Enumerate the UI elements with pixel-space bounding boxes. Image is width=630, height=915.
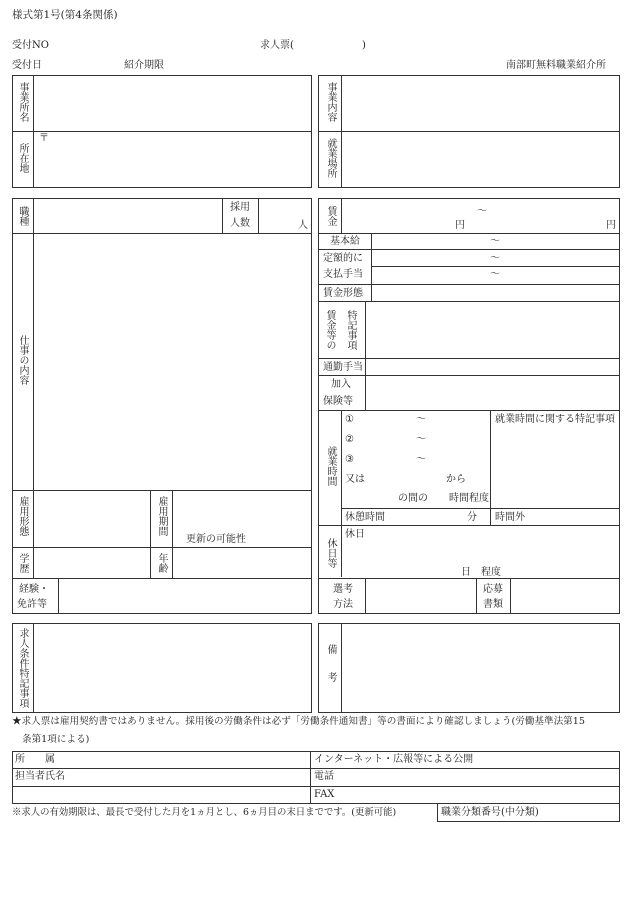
renewal-label: 更新の可能性 bbox=[186, 534, 246, 545]
selection-label-b: 方法 bbox=[333, 599, 353, 610]
class-number-label: 職業分類番号(中分類) bbox=[441, 807, 539, 818]
fixed-allowance-wave-2: 〜 bbox=[490, 269, 500, 280]
from-label: から bbox=[446, 474, 466, 485]
fax-label: FAX bbox=[314, 789, 335, 800]
job-ticket-close: ) bbox=[362, 40, 366, 51]
address-label: 所在地 bbox=[17, 143, 28, 173]
notice-line-2: 条第1項による) bbox=[22, 734, 90, 745]
holiday-label: 休日 bbox=[345, 529, 365, 540]
wage-yen-min: 円 bbox=[455, 220, 465, 231]
experience-label-b: 免許等 bbox=[17, 599, 47, 610]
wage-special-notes-label: 特記事項 bbox=[345, 310, 356, 350]
phone-label: 電話 bbox=[314, 771, 334, 782]
shift-2-wave: 〜 bbox=[416, 434, 426, 445]
shift-3: ③ bbox=[345, 454, 354, 465]
hours-about-label: 時間程度 bbox=[449, 493, 489, 504]
job-details-box bbox=[12, 198, 312, 614]
intro-period-label: 紹介期限 bbox=[124, 60, 164, 71]
wage-etc-label: 賃金等の bbox=[324, 310, 335, 350]
hours-notes-label: 就業時間に関する特記事項 bbox=[495, 414, 615, 425]
job-ticket-label: 求人票( bbox=[260, 40, 294, 51]
wage-wave: 〜 bbox=[477, 206, 487, 217]
wage-form-label: 賃金形態 bbox=[323, 288, 363, 299]
receipt-no-label: 受付NO bbox=[12, 40, 49, 51]
job-content-label: 仕事の内容 bbox=[17, 335, 28, 385]
notice-line-1: ★求人票は雇用契約書ではありません。採用後の労働条件は必ず「労働条件通知書」等の書面により確認しましょう(労働基準法第15 bbox=[12, 716, 585, 727]
shift-1: ① bbox=[345, 414, 354, 425]
experience-label-a: 経験・ bbox=[19, 584, 49, 595]
days-about-label: 日 程度 bbox=[461, 567, 501, 578]
base-pay-wave: 〜 bbox=[490, 236, 500, 247]
staff-name-label: 担当者氏名 bbox=[15, 771, 65, 782]
affiliation-label: 所 属 bbox=[15, 754, 55, 765]
employment-period-label: 雇用期間 bbox=[156, 496, 167, 536]
insurance-label-b: 保険等 bbox=[323, 396, 353, 407]
work-hours-label: 就業時間 bbox=[325, 446, 336, 486]
holidays-label: 休日等 bbox=[325, 538, 336, 568]
apply-docs-label-a: 応募 bbox=[483, 584, 503, 595]
internet-publish-label: インターネット・広報等による公開 bbox=[314, 754, 474, 765]
shift-2: ② bbox=[345, 434, 354, 445]
persons-unit: 人 bbox=[298, 220, 308, 231]
apply-docs-label-b: 書類 bbox=[483, 599, 503, 610]
conditions-box bbox=[318, 198, 620, 614]
form-number: 様式第1号(第4条関係) bbox=[12, 9, 118, 21]
conditions-notes-label: 求人条件特記事項 bbox=[17, 628, 28, 708]
shift-1-wave: 〜 bbox=[416, 414, 426, 425]
workplace-label: 就業場所 bbox=[325, 138, 336, 178]
break-time-label: 休憩時間 bbox=[345, 512, 385, 523]
validity-note: ※求人の有効期限は、最長で受付した月を1ヵ月とし、6ヵ月目の末日までです。(更新可能) bbox=[12, 807, 397, 818]
between-label: の間の bbox=[398, 493, 428, 504]
shift-3-wave: 〜 bbox=[416, 454, 426, 465]
employment-form-label: 雇用形態 bbox=[17, 496, 28, 536]
or-label: 又は bbox=[345, 474, 365, 485]
fixed-allowance-wave-1: 〜 bbox=[490, 253, 500, 264]
hire-count-label-a: 採用 bbox=[230, 202, 250, 213]
remarks-label: 備考 bbox=[325, 644, 336, 700]
education-label: 学歴 bbox=[17, 553, 28, 573]
minutes-label: 分 bbox=[467, 512, 477, 523]
wage-label: 賃金 bbox=[325, 206, 336, 226]
fixed-allowance-label-b: 支払手当 bbox=[323, 269, 363, 280]
office-name: 南部町無料職業紹介所 bbox=[506, 60, 606, 71]
hire-count-label-b: 人数 bbox=[230, 218, 250, 229]
selection-label-a: 選考 bbox=[333, 584, 353, 595]
overtime-label: 時間外 bbox=[495, 512, 525, 523]
age-label: 年齢 bbox=[156, 553, 167, 573]
base-pay-label: 基本給 bbox=[330, 236, 360, 247]
commute-allowance-label: 通勤手当 bbox=[323, 362, 363, 373]
remarks-box bbox=[318, 623, 620, 713]
receipt-date-label: 受付日 bbox=[12, 60, 42, 71]
postal-mark: 〒 bbox=[39, 133, 49, 144]
insurance-label-a: 加入 bbox=[331, 379, 351, 390]
job-type-label: 職種 bbox=[17, 206, 28, 226]
fixed-allowance-label-a: 定額的に bbox=[323, 253, 363, 264]
conditions-notes-box bbox=[12, 623, 312, 713]
wage-yen-max: 円 bbox=[606, 220, 616, 231]
company-name-label: 事業所名 bbox=[17, 82, 28, 122]
business-label: 事業内容 bbox=[325, 82, 336, 122]
